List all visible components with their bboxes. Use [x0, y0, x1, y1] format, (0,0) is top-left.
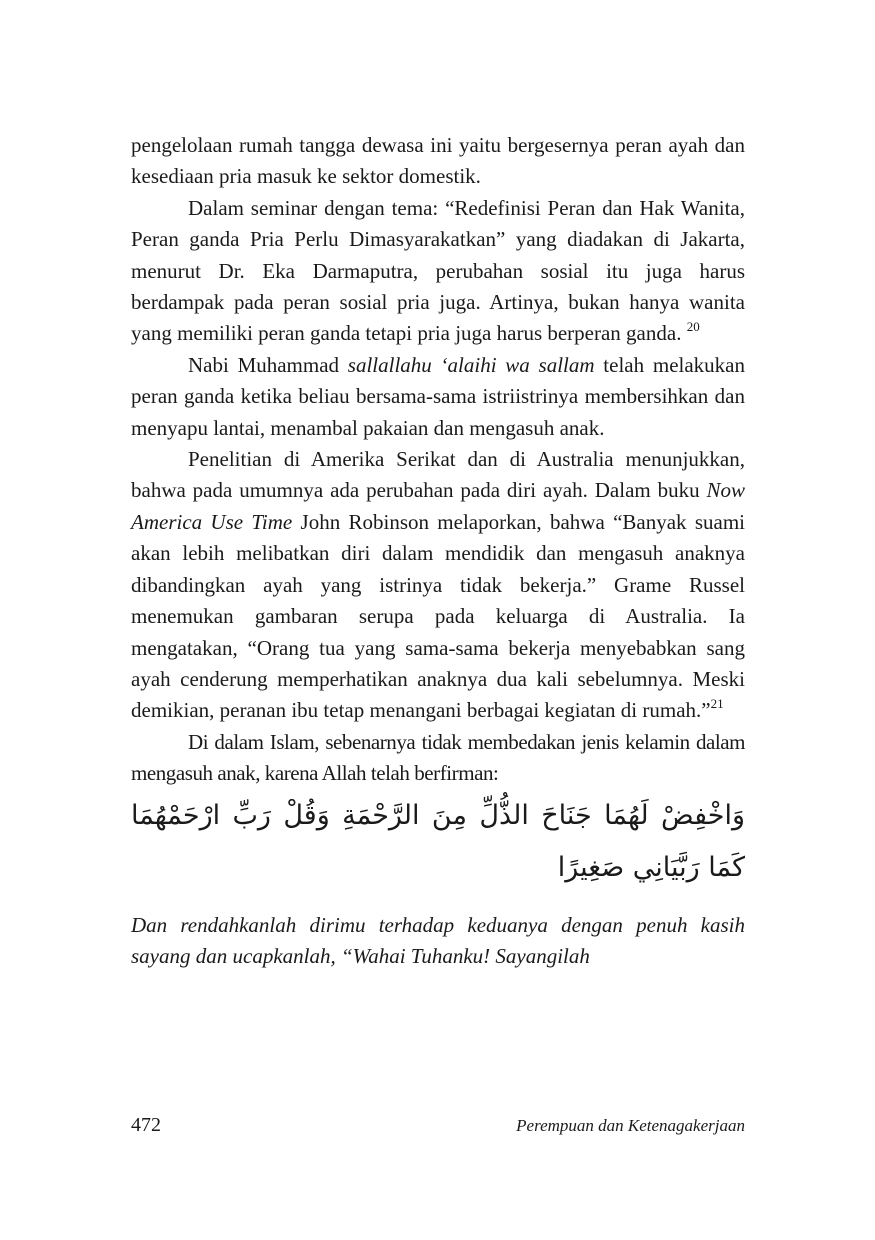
text-segment: Nabi Muhammad	[188, 352, 348, 377]
text-segment: pengelolaan rumah tangga dewasa ini yaitu bergesernya peran ayah dan kesediaan pria masuk ke sektor domestik.	[131, 133, 745, 189]
paragraph-1	[131, 130, 745, 193]
book-title: Now America Use Time	[131, 478, 745, 534]
footnote-ref-20: 20	[686, 319, 700, 335]
italic-honorific: sallallahu ‘alaihi wa sallam	[347, 352, 595, 377]
paragraph-3	[131, 350, 745, 444]
paragraph-4	[131, 444, 745, 727]
paragraph-2	[131, 193, 745, 350]
text-segment: Penelitian di Amerika Serikat dan di Australia menunjukkan, bahwa pada umumnya ada perubahan pada diri ayah. Dalam buku	[131, 447, 745, 503]
running-title: Perempuan dan Ketenagakerjaan	[516, 1116, 745, 1135]
text-segment: John Robinson melaporkan, bahwa “Banyak suami akan lebih melibatkan diri dalam mendidik dan mengasuh anaknya dibandingkan ayah yang istrinya tidak bekerja.” Grame Russel menemukan gambaran serupa pada keluarga di Australia. Ia mengatakan, “Orang tua yang sama-sama bekerja menyebabkan sang ayah cenderung memperhatikan anaknya dua kali sebelumnya. Meski demikian, peranan ibu tetap menangani berbagai kegiatan di rumah.”	[131, 509, 745, 723]
paragraph-5	[131, 727, 745, 790]
arabic-verse: وَاخْفِضْ لَهُمَا جَنَاحَ الذُّلِّ مِنَ الرَّحْمَةِ وَقُلْ رَبِّ ارْحَمْهُمَا كَمَا رَبَّيَانِي صَغِيرًا	[131, 799, 745, 883]
text-segment: Dalam seminar dengan tema: “Redefinisi Peran dan Hak Wanita, Peran ganda Pria Perlu Dimasyarakatkan” yang diadakan di Jakarta, menurut Dr. Eka Darmaputra, perubahan sosial itu juga harus berdampak pada peran sosial pria juga. Artinya, bukan hanya wanita yang memiliki peran ganda tetapi pria juga harus berperan ganda.	[131, 195, 745, 346]
footnote-ref-21: 21	[710, 696, 724, 712]
page-footer	[131, 1114, 745, 1137]
verse-translation: Dan rendahkanlah dirimu terhadap keduanya dengan penuh kasih sayang dan ucapkanlah, “Wahai Tuhanku! Sayangilah	[131, 912, 745, 968]
body-text	[131, 130, 745, 972]
text-segment: telah melakukan peran ganda ketika beliau bersama-sama istriistrinya membersihkan dan menyapu lantai, menambal pakaian dan mengasuh anak.	[131, 352, 745, 440]
page-number: 472	[131, 1114, 161, 1136]
text-segment: Di dalam Islam, sebenarnya tidak membedakan jenis kelamin dalam mengasuh anak, karena Allah telah berfirman:	[131, 729, 745, 786]
